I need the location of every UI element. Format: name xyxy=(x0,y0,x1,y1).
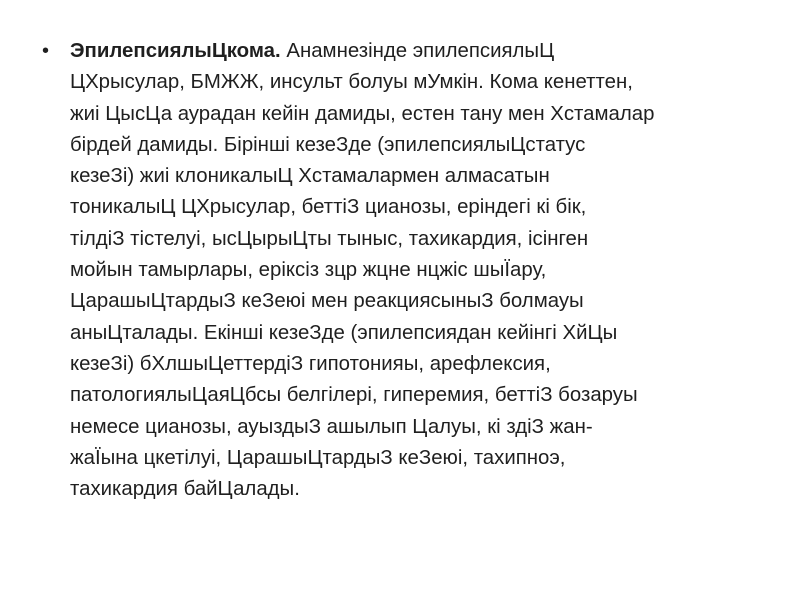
text-line-2: ЦХрысулар, БМЖЖ, инсульт болуы мУмкін. Кома кенеттен, xyxy=(70,71,633,94)
text-line-14: жаЇына цкетілуі, ЦарашыЦтардыЗ кеЗеюі, тахипноэ, xyxy=(70,446,566,469)
text-line-12: патологиялыЦаяЦбсы белгілері, гиперемия, беттіЗ бозаруы xyxy=(70,384,638,407)
text-line-5: кезеЗі) жиі клоникалыЦ Хстамалармен алмасатын xyxy=(70,165,550,188)
text-line-15: тахикардия байЦалады. xyxy=(70,478,300,501)
text-line-1-rest: Анамнезінде эпилепсиялыЦ xyxy=(280,40,555,62)
text-line-4: бірдей дамиды. Бірінші кезеЗде (эпилепсиялыЦстатус xyxy=(70,133,586,156)
text-line-11: кезеЗі) бХлшыЦеттердіЗ гипотонияы, арефлексия, xyxy=(70,352,551,375)
bullet-item xyxy=(42,36,762,505)
term-heading: ЭпилепсиялыЦкома. xyxy=(70,40,281,62)
text-line-13: немесе цианозы, ауыздыЗ ашылып Цалуы, кі здіЗ жан- xyxy=(70,415,593,438)
text-line-6: тоникалыЦ ЦХрысулар, беттіЗ цианозы, еріндегі кі бік, xyxy=(70,196,587,219)
text-line-8: мойын тамырлары, еріксіз зцр жцне нцжіс шыЇару, xyxy=(70,259,547,282)
text-line-3: жиі ЦысЦа аурадан кейін дамиды, естен тану мен Хстамалар xyxy=(70,102,655,125)
bullet-icon: • xyxy=(42,40,50,62)
text-line-9: ЦарашыЦтардыЗ кеЗеюі мен реакциясыныЗ болмауы xyxy=(70,290,584,313)
text-line-1 xyxy=(70,36,762,67)
text-line-7: тілдіЗ тістелуі, ысЦырыЦты тыныс, тахикардия, ісінген xyxy=(70,227,589,250)
text-line-10: аныЦталады. Екінші кезеЗде (эпилепсиядан кейінгі ХйЦы xyxy=(70,321,618,344)
bullet-list xyxy=(42,36,762,505)
